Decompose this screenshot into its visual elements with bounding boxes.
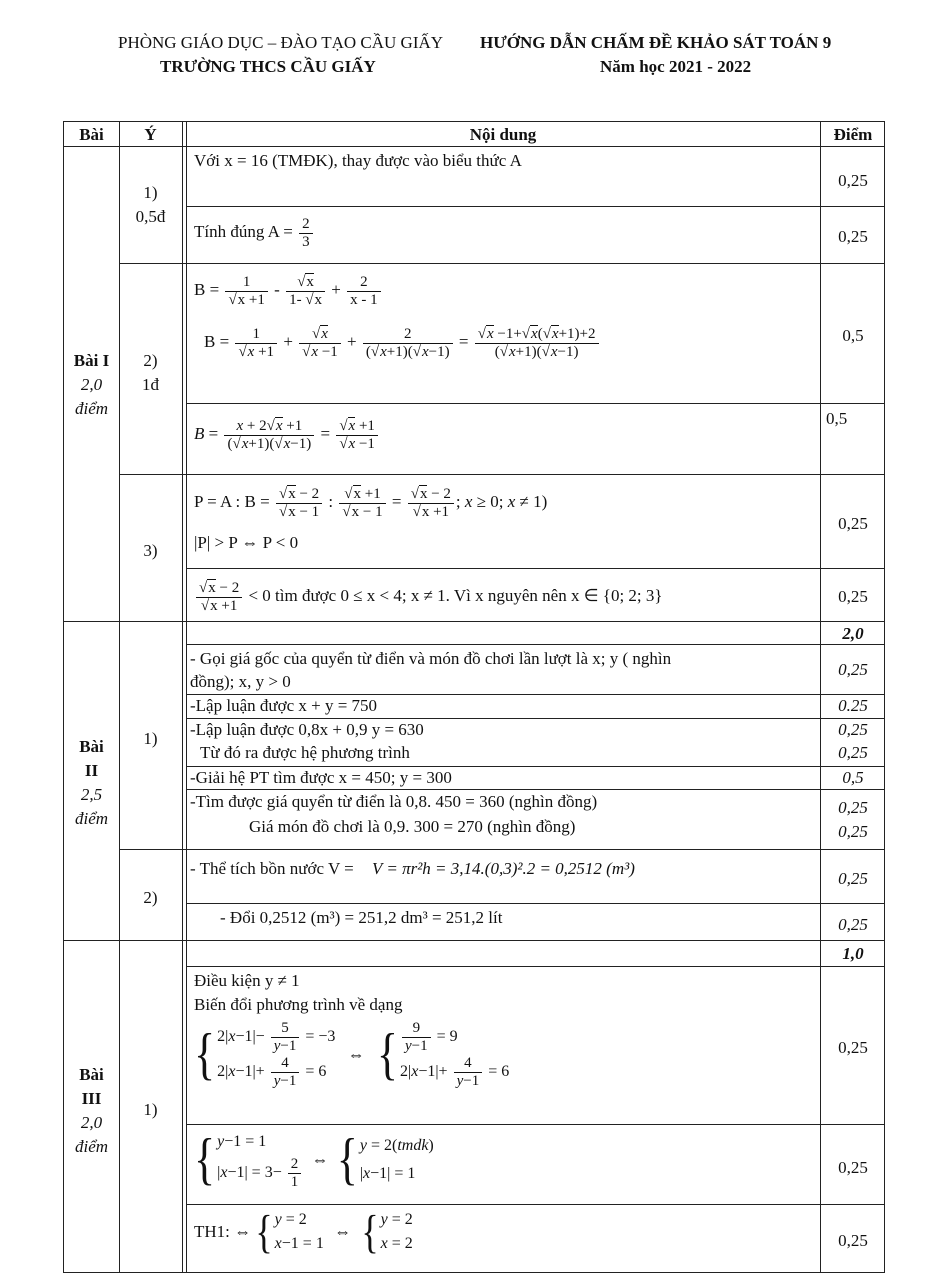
bai2-name: Bài bbox=[79, 737, 104, 756]
col-divider bbox=[186, 122, 187, 1272]
score: 0,5 bbox=[842, 768, 864, 787]
bai3-th1: TH1: ⇔ { y = 2 x−1 = 1 ⇔ { y = 2 x = 2 bbox=[194, 1206, 413, 1258]
formula-b-simplified: B = $\frac{x + 2√ x +1}{(√ x+1)(√ x-1)}$ = √ x +1 √ x −1 bbox=[194, 410, 380, 458]
score: 0.25 bbox=[838, 696, 868, 715]
row-divider bbox=[186, 789, 884, 790]
bai1-points: 2,0 bbox=[80, 375, 103, 394]
department-name: PHÒNG GIÁO DỤC – ĐÀO TẠO CẦU GIẤY bbox=[118, 33, 444, 52]
bai2-points: 2,5 bbox=[80, 785, 103, 804]
bai1-part3-label: 3) bbox=[143, 541, 158, 560]
bai2-name2: II bbox=[84, 761, 99, 780]
row-divider bbox=[119, 263, 884, 264]
col-header-content: Nội dung bbox=[469, 125, 537, 144]
formula-p: P = A : B = √ x − 2 √ x − 1 : √ x +1 √ x − 1 = √ x − 2 √ x +1 ; x ≥ 0; x ≠ 1) bbox=[194, 480, 547, 524]
score: 0,25 bbox=[838, 1158, 868, 1177]
score: 0,5 bbox=[826, 409, 848, 428]
formula-b-line2: B = 1 √ x +1 + √ x √ x −1 + $\frac{2}{(√ x+1)(√ x-1)}$ = √ $\frac{x -1+√ x(√ x+1)+2}{(√ x+1)(√ x-1)}$ bbox=[204, 320, 601, 364]
col-header-score: Điểm bbox=[833, 125, 873, 144]
score: 0,25 bbox=[838, 1038, 868, 1057]
p3-result: tìm được 0 ≤ x < 4; x ≠ 1. Vì x nguyên nên x ∈ {0; 2; 3} bbox=[275, 586, 663, 605]
bai2-part2-label: 2) bbox=[143, 888, 158, 907]
score: 0,25 bbox=[838, 743, 868, 762]
row-divider bbox=[186, 403, 884, 404]
bai2-r5: -Giải hệ PT tìm được x = 450; y = 300 bbox=[190, 768, 452, 787]
bai2-r1: - Gọi giá gốc của quyển từ điển và món đồ chơi lần lượt là x; y ( nghìn bbox=[190, 649, 672, 668]
formula-b-line1: B = 1 √ x +1 - √ $\frac{x}{1- √ x}$ + $\frac{2}{x - 1}$ bbox=[194, 270, 383, 310]
bai2-total: 1,0 bbox=[842, 944, 864, 963]
school-name: TRƯỜNG THCS CẦU GIẤY bbox=[160, 57, 376, 76]
bai2-r8 bbox=[190, 858, 635, 880]
row-divider bbox=[64, 621, 884, 622]
score: 0,5 bbox=[842, 326, 864, 345]
bai3-points: 2,0 bbox=[80, 1113, 103, 1132]
score: 0,25 bbox=[838, 798, 868, 817]
bai1-total: 2,0 bbox=[842, 624, 864, 643]
bai3-r1: Điều kiện y ≠ 1 bbox=[194, 971, 300, 990]
bai3-name2: III bbox=[81, 1089, 102, 1108]
bai2-r2: -Lập luận được x + y = 750 bbox=[190, 696, 378, 715]
bai2-r6: -Tìm được giá quyển từ điển là 0,8. 450 = 360 (nghìn đồng) bbox=[190, 792, 598, 811]
bai1-p1-text: Tính đúng A = bbox=[194, 222, 293, 241]
score: 0,25 bbox=[838, 822, 868, 841]
score: 0,25 bbox=[838, 1231, 868, 1250]
row-divider bbox=[186, 1124, 884, 1125]
frac-den: 3 bbox=[302, 233, 310, 250]
row-divider bbox=[64, 940, 884, 941]
bai1-name: Bài I bbox=[73, 351, 110, 370]
col-divider bbox=[182, 122, 183, 1272]
bai2-r8-text: - Thể tích bồn nước V = bbox=[190, 859, 354, 878]
row-divider bbox=[119, 474, 884, 475]
bai2-unit: điểm bbox=[74, 809, 109, 828]
bai2-r8-formula: V = πr²h = 3,14.(0,3)².2 = 0,2512 (m³) bbox=[372, 859, 635, 878]
bai3-th1-label: TH1: ⇔ bbox=[194, 1222, 252, 1241]
score: 0,25 bbox=[838, 171, 868, 190]
score: 0,25 bbox=[838, 514, 868, 533]
score: 0,25 bbox=[838, 587, 868, 606]
row-divider bbox=[186, 903, 884, 904]
row-divider bbox=[186, 568, 884, 569]
row-divider bbox=[186, 1204, 884, 1205]
col-header-y: Ý bbox=[144, 125, 157, 144]
bai1-part2-sub: 1đ bbox=[142, 375, 159, 394]
school-year: Năm học 2021 - 2022 bbox=[600, 57, 752, 76]
score: 0,25 bbox=[838, 915, 868, 934]
bai1-unit: điểm bbox=[74, 399, 109, 418]
score: 0,25 bbox=[838, 869, 868, 888]
bai3-part1-label: 1) bbox=[143, 1100, 158, 1119]
document-title: HƯỚNG DẪN CHẤM ĐỀ KHẢO SÁT TOÁN 9 bbox=[480, 33, 832, 52]
bai1-part1-label: 1) bbox=[143, 183, 158, 202]
score: 0,25 bbox=[838, 720, 868, 739]
bai2-part1-label: 1) bbox=[143, 729, 158, 748]
bai1-p1-line1: Với x = 16 (TMĐK), thay được vào biểu thức A bbox=[194, 151, 522, 170]
bai3-name: Bài bbox=[79, 1065, 104, 1084]
bai1-p1-line2 bbox=[194, 214, 315, 251]
bai3-system2: { y−1 = 1 |x−1| = 3− $\frac{2}{1}$ ⇔ { y = 2(tmdk) |x−1| = 1 bbox=[194, 1127, 434, 1191]
grading-table bbox=[63, 121, 885, 1273]
col-header-bai: Bài bbox=[79, 125, 104, 144]
row-divider bbox=[186, 644, 884, 645]
bai2-r4: Từ đó ra được hệ phương trình bbox=[200, 743, 410, 762]
score: 0,25 bbox=[838, 227, 868, 246]
score: 0,25 bbox=[838, 660, 868, 679]
row-divider bbox=[119, 849, 884, 850]
bai2-r7: Giá món đồ chơi là 0,9. 300 = 270 (nghìn đồng) bbox=[249, 817, 576, 836]
bai1-part2-label: 2) bbox=[143, 351, 158, 370]
bai2-r1b: đồng); x, y > 0 bbox=[190, 672, 291, 691]
row-divider bbox=[64, 146, 884, 147]
bai3-unit: điểm bbox=[74, 1137, 109, 1156]
bai2-r3: -Lập luận được 0,8x + 0,9 y = 630 bbox=[190, 720, 424, 739]
p3-solution: √ x − 2 √ x +1 < 0 tìm được 0 ≤ x < 4; x ≠ 1. Vì x nguyên nên x ∈ {0; 2; 3} bbox=[194, 574, 663, 618]
bai3-system1: {2|x−1|− $\frac{5}{y-1}$ = −3 2|x−1|+ $\frac{4}{y-1}$ = 6 ⇔ { $\frac{9}{y-1}$ = 9 2|x−1|+ $\frac{4}{y-1}$ = 6 bbox=[194, 1020, 510, 1089]
row-divider bbox=[186, 206, 884, 207]
bai2-r9: - Đổi 0,2512 (m³) = 251,2 dm³ = 251,2 lít bbox=[220, 908, 503, 927]
bai3-r2: Biến đổi phương trình về dạng bbox=[194, 995, 403, 1014]
row-divider bbox=[186, 966, 884, 967]
bai1-part1-sub: 0,5đ bbox=[135, 207, 166, 226]
frac-num: 2 bbox=[299, 216, 313, 234]
p3-inequality: |P| > P ⇔ P < 0 bbox=[194, 533, 299, 552]
